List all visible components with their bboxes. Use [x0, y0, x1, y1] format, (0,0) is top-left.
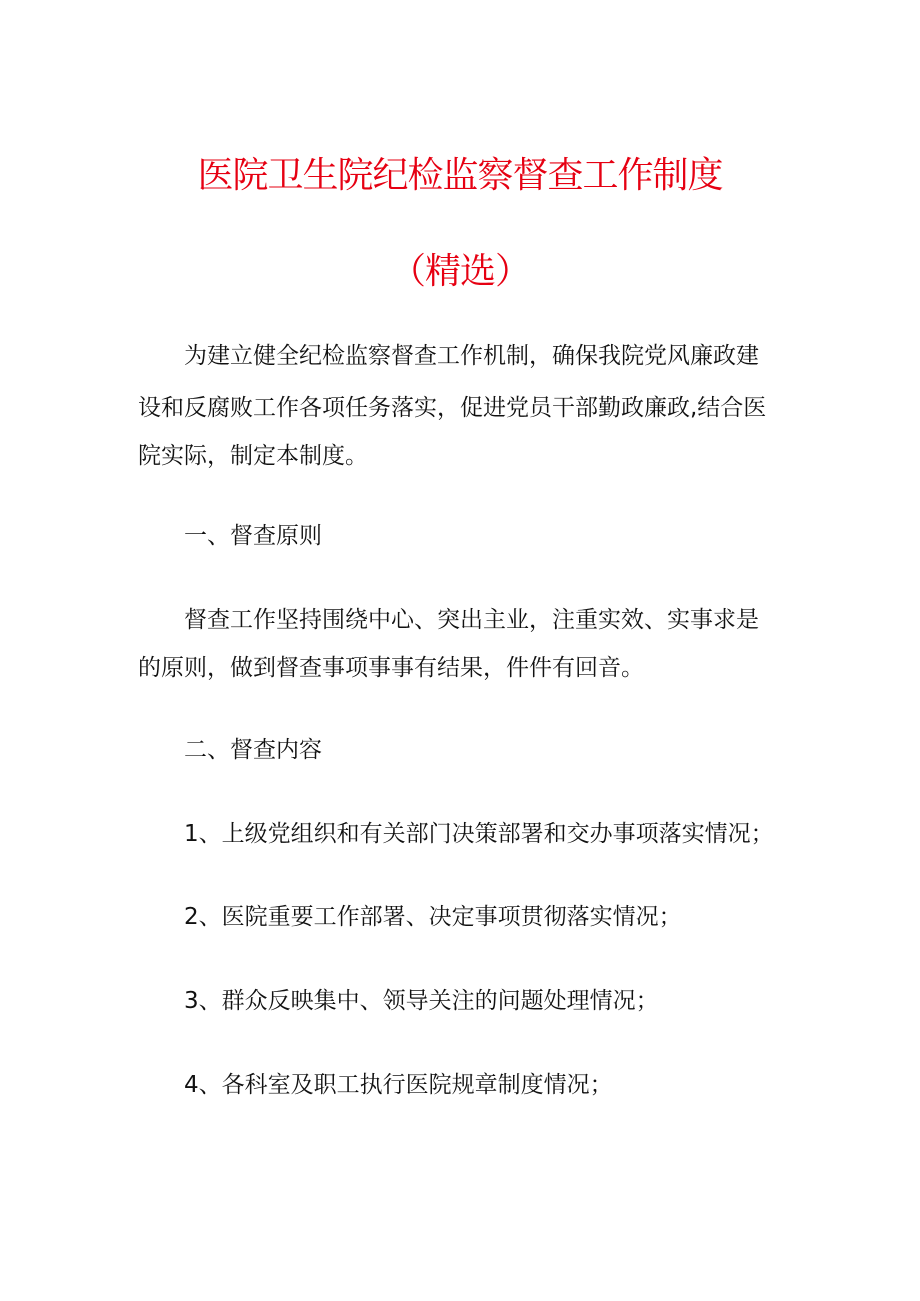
document-subtitle: （精选）: [389, 251, 530, 292]
document-title: 医院卫生院纪检监察督查工作制度: [197, 155, 723, 196]
list-item: 3、群众反映集中、领导关注的问题处理情况；: [184, 988, 659, 1014]
list-item: 1、上级党组织和有关部门决策部署和交办事项落实情况；: [184, 821, 774, 847]
intro-line-1: 为建立健全纪检监察督查工作机制，确保我院党风廉政建: [184, 343, 759, 369]
section-1-line-2: 的原则，做到督查事项事事有结果，件件有回音。: [138, 655, 644, 681]
intro-line-3: 院实际，制定本制度。: [138, 443, 368, 469]
section-1-heading: 一、督查原则: [184, 523, 322, 549]
section-2-heading: 二、督查内容: [184, 737, 322, 763]
section-1-line-1: 督查工作坚持围绕中心、突出主业，注重实效、实事求是: [184, 607, 759, 633]
list-item: 4、各科室及职工执行医院规章制度情况；: [184, 1072, 613, 1098]
intro-line-2: 设和反腐败工作各项任务落实，促进党员干部勤政廉政,结合医: [138, 395, 767, 421]
list-item: 2、医院重要工作部署、决定事项贯彻落实情况；: [184, 904, 682, 930]
